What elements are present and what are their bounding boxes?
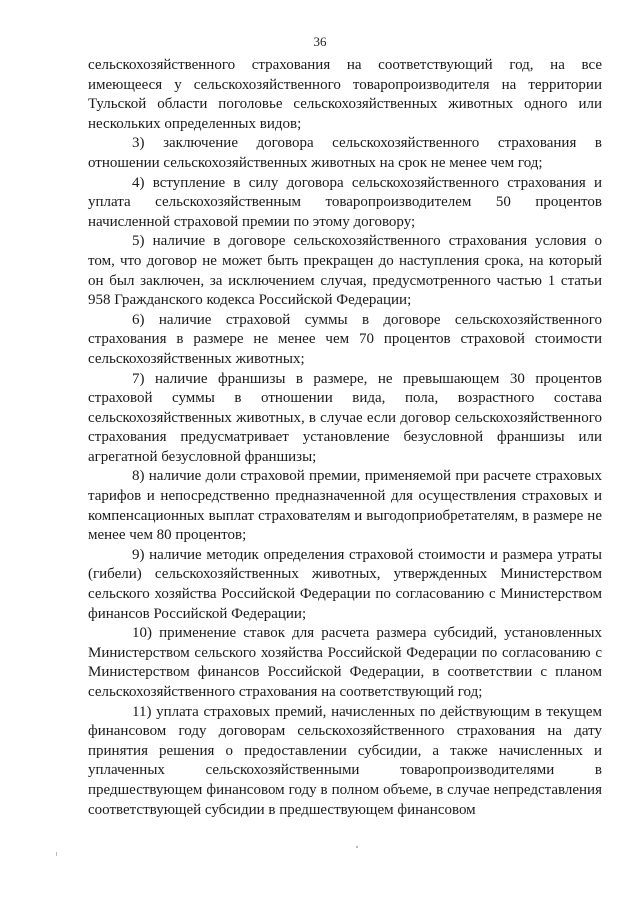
scan-speck [56, 852, 57, 856]
list-item: 3) заключение договора сельскохозяйственного страхования в отношении сельскохозяйственных животных на срок не менее чем год; [88, 135, 602, 171]
list-item: 9) наличие методик определения страховой стоимости и размера утраты (гибели) сельскохозяйственных животных, утвержденных Министерством сельского хозяйства Российской Федерации по согласованию с Министерством финансов Российской Федерации; [88, 546, 602, 622]
document-body [88, 56, 602, 820]
list-item: 11) уплата страховых премий, начисленных по действующим в текущем финансовом году договорам сельскохозяйственного страхования на дату принятия решения о предоставлении субсидии, а также начисленных и уплаченных сельскохозяйственными товаропроизводителями в предшествующем финансовом году в полном объеме, в случае непредставления соответствующей субсидии в предшествующем финансовом [88, 703, 602, 818]
list-item: 10) применение ставок для расчета размера субсидий, установленных Министерством сельского хозяйства Российской Федерации по согласованию с Министерством финансов Российской Федерации, в соответствии с планом сельскохозяйственного страхования на соответствующий год; [88, 625, 602, 700]
list-item: 8) наличие доли страховой премии, применяемой при расчете страховых тарифов и непосредственно предназначенной для осуществления страховых и компенсационных выплат страхователям и выгодоприобретателям, в размере не менее чем 80 процентов; [88, 468, 602, 544]
continuation-paragraph: сельскохозяйственного страхования на соответствующий год, на все имеющееся у сельскохозяйственного товаропроизводителя на территории Тульской области поголовье сельскохозяйственных животных одного или нескольких определенных видов; [88, 57, 602, 132]
list-item: 5) наличие в договоре сельскохозяйственного страхования условия о том, что договор не может быть прекращен до наступления срока, на который он был заключен, за исключением случая, предусмотренного частью 1 статьи 958 Гражданского кодекса Российской Федерации; [88, 233, 602, 309]
page-number: 36 [313, 34, 327, 49]
list-item: 4) вступление в силу договора сельскохозяйственного страхования и уплата сельскохозяйственным товаропроизводителем 50 процентов начисленной страховой премии по этому договору; [88, 174, 602, 230]
list-item: 6) наличие страховой суммы в договоре сельскохозяйственного страхования в размере не менее чем 70 процентов страховой стоимости сельскохозяйственных животных; [88, 311, 602, 367]
list-item: 7) наличие франшизы в размере, не превышающем 30 процентов страховой суммы в отношении вида, пола, возрастного состава сельскохозяйственных животных, в случае если договор сельскохозяйственного страхования предусматривает установление безусловной франшизы или агрегатной безусловной франшизы; [88, 370, 602, 465]
scan-speck [356, 846, 358, 848]
